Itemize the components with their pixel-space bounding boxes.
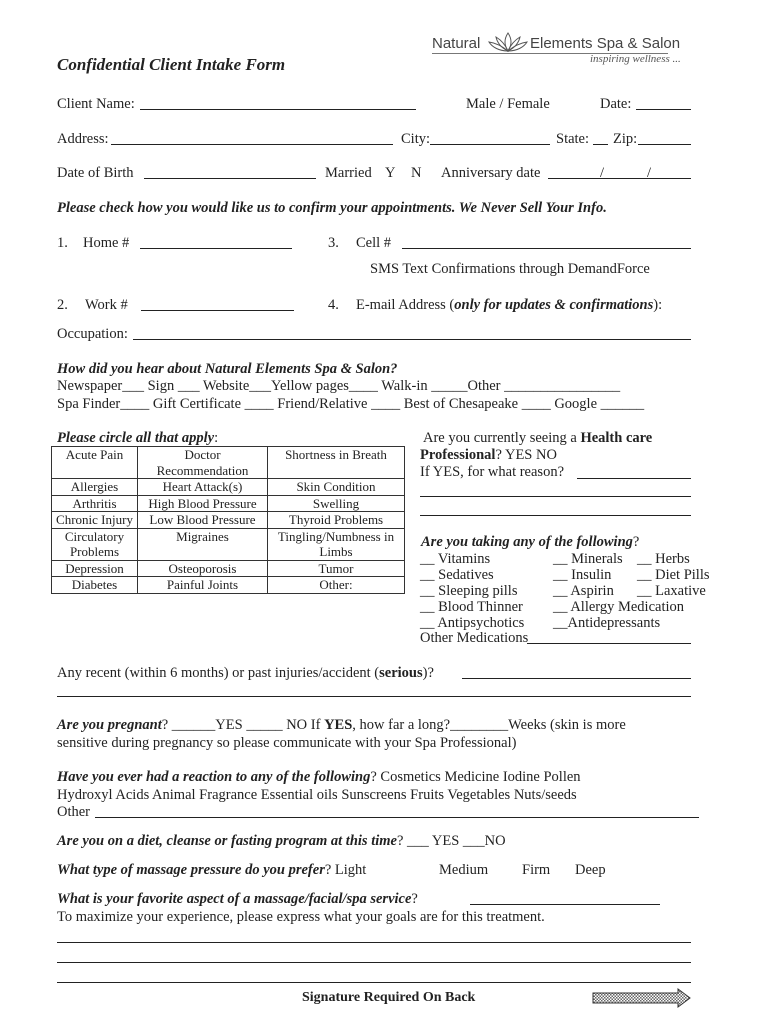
signature-note: Signature Required On Back xyxy=(302,990,476,1005)
sms-confirm-label: SMS Text Confirmations through DemandForce xyxy=(370,261,650,277)
conditions-row xyxy=(52,495,405,512)
condition-option[interactable]: Other: xyxy=(268,577,405,594)
client-name-label: Client Name: xyxy=(57,96,135,112)
medication-option[interactable]: __ Herbs xyxy=(637,551,690,567)
health-pro-reason-line-2[interactable] xyxy=(420,496,691,497)
conditions-heading: Please circle all that apply: xyxy=(57,430,219,446)
state-label: State: xyxy=(556,131,590,147)
medication-option[interactable]: __ Sleeping pills xyxy=(420,583,518,599)
home-phone-field[interactable] xyxy=(140,248,292,249)
condition-option[interactable]: Swelling xyxy=(268,495,405,512)
conditions-row xyxy=(52,560,405,577)
health-pro-question-line-1: Are you currently seeing a Health care xyxy=(423,430,653,446)
health-pro-reason-line-3[interactable] xyxy=(420,515,691,516)
married-yes[interactable]: Y xyxy=(385,165,396,181)
medication-option[interactable]: __ Vitamins xyxy=(420,551,491,567)
right-arrow-icon xyxy=(592,988,692,1008)
state-field[interactable] xyxy=(593,144,608,145)
medication-option[interactable]: __ Aspirin xyxy=(553,583,614,599)
condition-option[interactable]: Arthritis xyxy=(52,495,138,512)
conditions-row xyxy=(52,528,405,560)
pressure-deep-option[interactable]: Deep xyxy=(575,862,606,878)
pressure-firm-option[interactable]: Firm xyxy=(522,862,551,878)
referral-options-line-1[interactable]: Newspaper___ Sign ___ Website___Yellow pages____ Walk-in _____Other ________________ xyxy=(57,378,621,394)
reaction-other-label: Other xyxy=(57,804,91,820)
medication-option[interactable]: __ Antipsychotics xyxy=(420,615,525,631)
goals-line-1[interactable] xyxy=(57,942,691,943)
city-label: City: xyxy=(401,131,431,147)
pressure-question: What type of massage pressure do you prefer? Light xyxy=(57,862,367,878)
condition-option[interactable]: Migraines xyxy=(138,528,268,560)
work-phone-label: Work # xyxy=(85,297,128,313)
pregnant-note: sensitive during pregnancy so please communicate with your Spa Professional) xyxy=(57,735,517,751)
condition-option[interactable]: Painful Joints xyxy=(138,577,268,594)
referral-heading: How did you hear about Natural Elements Spa & Salon? xyxy=(57,361,398,377)
email-label: E-mail Address (only for updates & confirmations): xyxy=(356,297,663,313)
condition-option[interactable]: Depression xyxy=(52,560,138,577)
goals-line-2[interactable] xyxy=(57,962,691,963)
confirm-heading: Please check how you would like us to confirm your appointments. We Never Sell Your Info. xyxy=(57,200,607,216)
form-title: Confidential Client Intake Form xyxy=(57,55,286,74)
conditions-row xyxy=(52,512,405,529)
anniversary-slash-2: / xyxy=(647,165,652,181)
client-name-field[interactable] xyxy=(140,109,416,110)
medication-option[interactable]: __ Diet Pills xyxy=(637,567,710,583)
pregnant-question[interactable]: Are you pregnant? ______YES _____ NO If YES, how far a long?________Weeks (skin is more xyxy=(57,717,626,733)
cell-phone-field[interactable] xyxy=(402,248,691,249)
medication-option[interactable]: __ Laxative xyxy=(637,583,706,599)
diet-question[interactable]: Are you on a diet, cleanse or fasting program at this time? ___ YES ___NO xyxy=(57,833,506,849)
married-label: Married xyxy=(325,165,372,181)
conditions-row xyxy=(52,447,405,479)
condition-option[interactable]: Thyroid Problems xyxy=(268,512,405,529)
medication-option[interactable]: __ Allergy Medication xyxy=(553,599,685,615)
other-medications-field[interactable] xyxy=(527,643,691,644)
lotus-icon xyxy=(487,30,529,54)
health-pro-reason-field[interactable] xyxy=(577,478,691,479)
anniversary-field[interactable] xyxy=(548,178,691,179)
injuries-line-2[interactable] xyxy=(57,696,691,697)
condition-option[interactable]: Diabetes xyxy=(52,577,138,594)
condition-option[interactable]: Low Blood Pressure xyxy=(138,512,268,529)
medications-heading: Are you taking any of the following? xyxy=(421,534,640,550)
date-label: Date: xyxy=(600,96,632,112)
medication-option[interactable]: __Antidepressants xyxy=(553,615,661,631)
logo-rule xyxy=(432,53,668,54)
health-pro-reason-label: If YES, for what reason? xyxy=(420,464,565,480)
favorite-field[interactable] xyxy=(470,904,660,905)
injuries-question: Any recent (within 6 months) or past injuries/accident (serious)? xyxy=(57,665,434,681)
work-phone-field[interactable] xyxy=(141,310,294,311)
reaction-question[interactable]: Have you ever had a reaction to any of the following? Cosmetics Medicine Iodine Pollen xyxy=(57,769,581,785)
logo-tagline: inspiring wellness ... xyxy=(590,53,681,65)
medication-option[interactable]: __ Minerals xyxy=(553,551,623,567)
occupation-label: Occupation: xyxy=(57,326,128,342)
referral-options-line-2[interactable]: Spa Finder____ Gift Certificate ____ Friend/Relative ____ Best of Chesapeake ____ Google ______ xyxy=(57,396,645,412)
condition-option[interactable]: Acute Pain xyxy=(52,447,138,479)
confirm-number-3: 3. xyxy=(328,235,339,251)
injuries-field[interactable] xyxy=(462,678,691,679)
condition-option[interactable]: Circulatory Problems xyxy=(52,528,138,560)
address-field[interactable] xyxy=(111,144,393,145)
condition-option[interactable]: Chronic Injury xyxy=(52,512,138,529)
occupation-field[interactable] xyxy=(133,339,691,340)
conditions-row xyxy=(52,479,405,496)
pressure-medium-option[interactable]: Medium xyxy=(439,862,489,878)
dob-label: Date of Birth xyxy=(57,165,134,181)
confirm-number-2: 2. xyxy=(57,297,68,313)
condition-option[interactable]: Tingling/Numbness in Limbs xyxy=(268,528,405,560)
condition-option[interactable]: Heart Attack(s) xyxy=(138,479,268,496)
anniversary-slash-1: / xyxy=(600,165,605,181)
medication-option[interactable]: __ Insulin xyxy=(553,567,612,583)
conditions-table xyxy=(51,446,405,594)
anniversary-label: Anniversary date xyxy=(441,165,541,181)
zip-label: Zip: xyxy=(613,131,638,147)
condition-option[interactable]: Doctor Recommendation xyxy=(138,447,268,479)
dob-field[interactable] xyxy=(144,178,316,179)
married-no[interactable]: N xyxy=(411,165,422,181)
reaction-other-field[interactable] xyxy=(95,817,699,818)
favorite-question: What is your favorite aspect of a massage/facial/spa service? xyxy=(57,891,418,907)
health-pro-question-line-2[interactable]: Professional? YES NO xyxy=(420,447,557,463)
logo-brand-name: Elements Spa & Salon xyxy=(530,35,681,52)
logo-brand: Natural xyxy=(432,35,481,52)
condition-option[interactable]: Osteoporosis xyxy=(138,560,268,577)
confirm-number-1: 1. xyxy=(57,235,68,251)
gender-label: Male / Female xyxy=(466,96,550,112)
city-field[interactable] xyxy=(430,144,550,145)
home-phone-label: Home # xyxy=(83,235,130,251)
cell-phone-label: Cell # xyxy=(356,235,392,251)
condition-option[interactable]: Tumor xyxy=(268,560,405,577)
condition-option[interactable]: Allergies xyxy=(52,479,138,496)
address-label: Address: xyxy=(57,131,109,147)
zip-field[interactable] xyxy=(638,144,691,145)
medication-option[interactable]: __ Sedatives xyxy=(420,567,494,583)
condition-option[interactable]: High Blood Pressure xyxy=(138,495,268,512)
other-medications-label: Other Medications xyxy=(420,630,529,646)
condition-option[interactable]: Shortness in Breath xyxy=(268,447,405,479)
medication-option[interactable]: __ Blood Thinner xyxy=(420,599,523,615)
reaction-options[interactable]: Hydroxyl Acids Animal Fragrance Essential oils Sunscreens Fruits Vegetables Nuts/seeds xyxy=(57,787,577,803)
date-field[interactable] xyxy=(636,109,691,110)
confirm-number-4: 4. xyxy=(328,297,339,313)
goals-line-3[interactable] xyxy=(57,982,691,983)
condition-option[interactable]: Skin Condition xyxy=(268,479,405,496)
conditions-row xyxy=(52,577,405,594)
goals-prompt: To maximize your experience, please express what your goals are for this treatment. xyxy=(57,909,545,925)
